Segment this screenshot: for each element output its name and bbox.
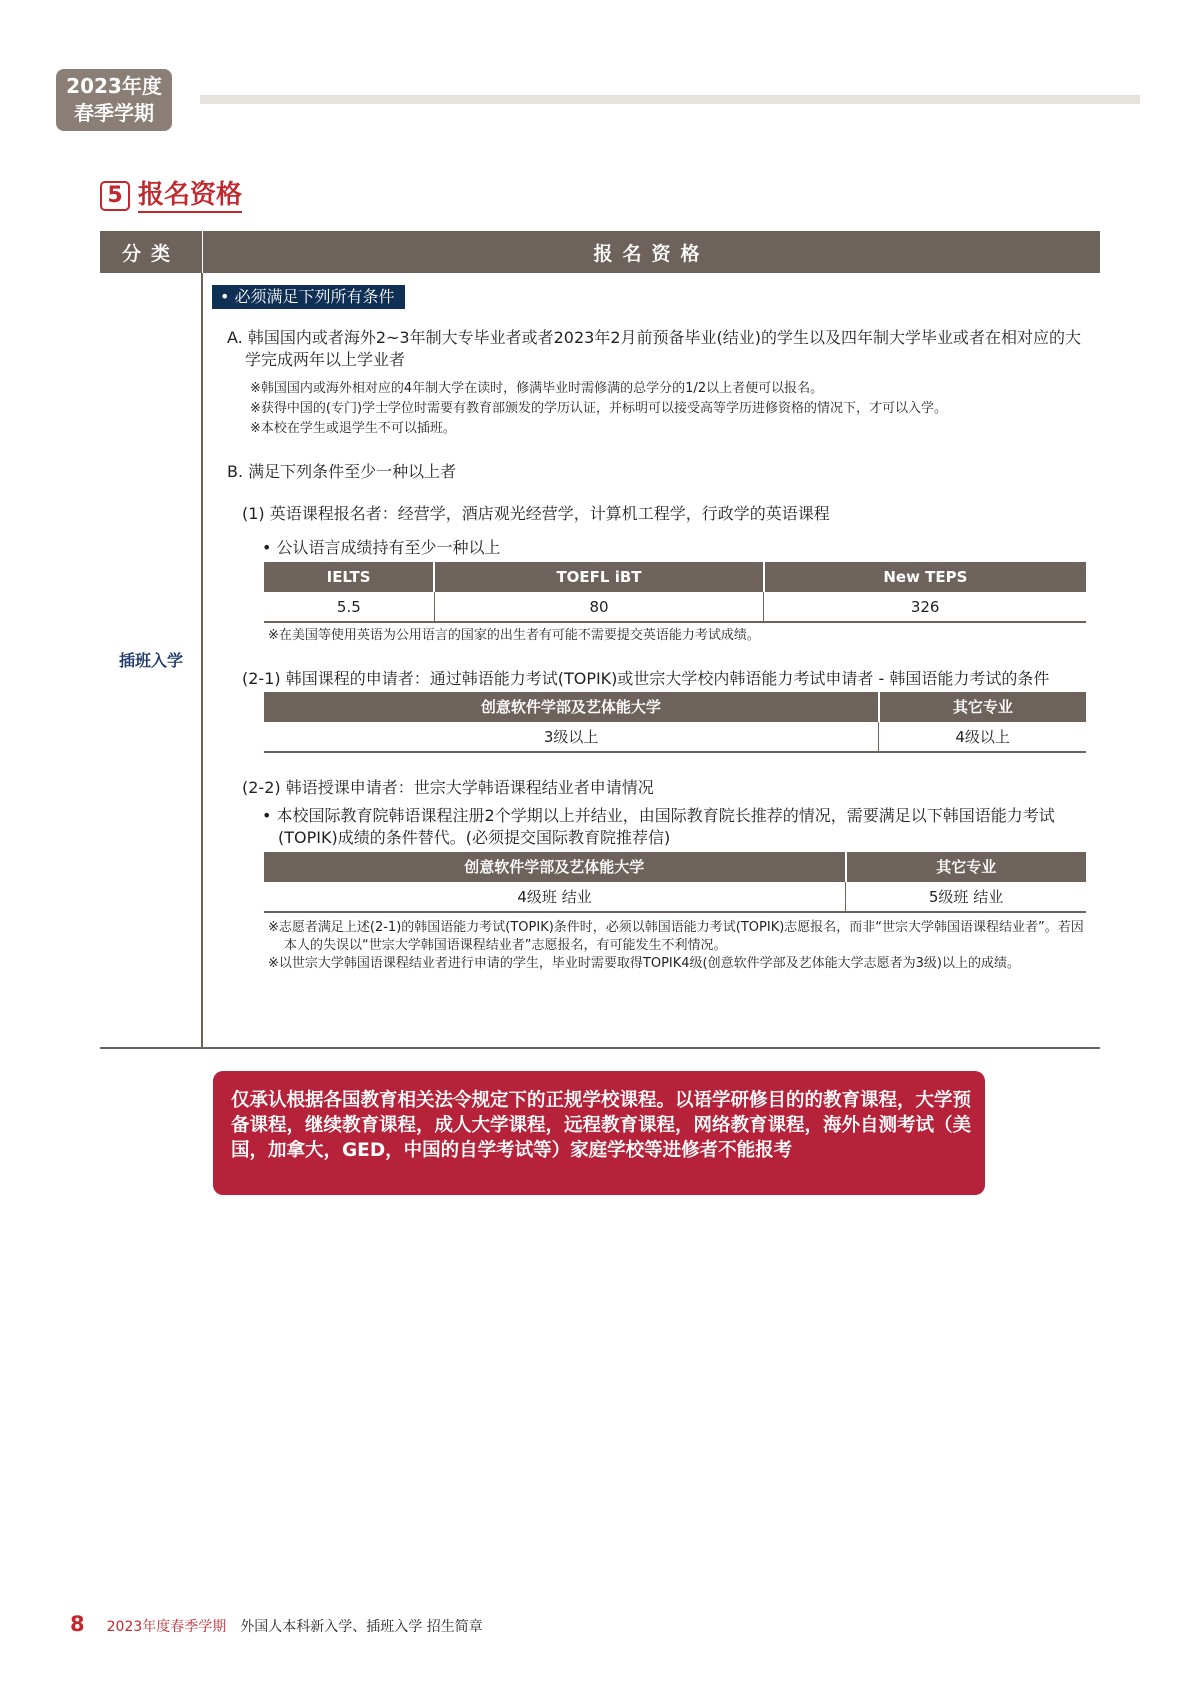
course-table <box>264 852 1086 913</box>
topik-value-creative: 3级以上 <box>264 722 879 752</box>
english-note: ※在美国等使用英语为公用语言的国家的出生者有可能不需要提交英语能力考试成绩。 <box>268 628 760 643</box>
ielts-header: IELTS <box>264 562 434 592</box>
section-title-text: 报名资格 <box>138 179 242 213</box>
page-footer <box>70 1612 483 1636</box>
course-header-creative: 创意软件学部及艺体能大学 <box>264 852 846 882</box>
english-track-title: (1) 英语课程报名者：经营学，酒店观光经营学，计算机工程学，行政学的英语课程 <box>242 504 830 523</box>
item-a: A. 韩国国内或者海外2~3年制大专毕业者或者2023年2月前预备毕业(结业)的学生以及四年制大学毕业或者在相对应的大学完成两年以上学业者 <box>227 328 1081 369</box>
item-b: B. 满足下列条件至少一种以上者 <box>227 462 457 481</box>
note-line: ※获得中国的(专门)学士学位时需要有教育部颁发的学历认证，并标明可以接受高等学历进修资格的情况下，才可以入学。 <box>250 401 948 416</box>
english-score-table <box>264 562 1086 623</box>
term-year: 2023年度 <box>66 74 162 98</box>
table-bottom-rule <box>100 1047 1100 1049</box>
footer-doc-title: 外国人本科新入学、插班入学 招生简章 <box>240 1619 483 1635</box>
term-season: 春季学期 <box>74 101 154 125</box>
topik-track <box>242 669 1096 689</box>
note-line: ※韩国国内或海外相对应的4年制大学在读时，修满毕业时需修满的总学分的1/2以上者便可以报名。 <box>250 381 824 396</box>
note-line: ※志愿者满足上述(2-1)的韩国语能力考试(TOPIK)条件时，必须以韩国语能力考试(TOPIK)志愿报名，而非“世宗大学韩国语课程结业者”。若因本人的失误以“世宗大学韩国语课程结业者”志愿报名，有可能发生不利情况。 <box>268 920 1084 953</box>
category-label: 插班入学 <box>118 651 183 670</box>
topik-header-creative: 创意软件学部及艺体能大学 <box>264 692 879 722</box>
section-title <box>100 179 242 213</box>
topik-header-other: 其它专业 <box>879 692 1086 722</box>
course-value-other: 5级班 结业 <box>846 882 1086 912</box>
header-rule <box>200 95 1140 104</box>
column-header-requirements: 报名资格 <box>203 231 1100 273</box>
toefl-value: 80 <box>434 592 764 622</box>
requirements-content <box>212 285 1096 973</box>
course-value-creative: 4级班 结业 <box>264 882 846 912</box>
must-meet-tag: • 必须满足下列所有条件 <box>212 285 405 309</box>
section-number: 5 <box>100 181 130 211</box>
topik-value-other: 4级以上 <box>879 722 1086 752</box>
course-header-other: 其它专业 <box>846 852 1086 882</box>
note-line: ※本校在学生或退学生不可以插班。 <box>250 421 456 436</box>
topik-table <box>264 692 1086 753</box>
toefl-header: TOEFL iBT <box>434 562 764 592</box>
term-badge <box>56 69 172 131</box>
teps-value: 326 <box>764 592 1086 622</box>
page-number: 8 <box>70 1612 85 1636</box>
teps-header: New TEPS <box>764 562 1086 592</box>
item-a-notes <box>250 379 1096 439</box>
ielts-value: 5.5 <box>264 592 434 622</box>
topik-track-title: (2-1) 韩国课程的申请者：通过韩语能力考试(TOPIK)或世宗大学校内韩语能力考试申请者 - 韩国语能力考试的条件 <box>242 669 1050 688</box>
course-track-title: (2-2) 韩语授课申请者：世宗大学韩语课程结业者申请情况 <box>242 778 654 797</box>
note-line: ※以世宗大学韩国语课程结业者进行申请的学生，毕业时需要取得TOPIK4级(创意软件学部及艺体能大学志愿者为3级)以上的成绩。 <box>268 956 1020 971</box>
footer-term: 2023年度春季学期 <box>106 1619 227 1635</box>
course-bullet: • 本校国际教育院韩语课程注册2个学期以上并结业，由国际教育院长推荐的情况，需要满足以下韩国语能力考试(TOPIK)成绩的条件替代。(必须提交国际教育院推荐信) <box>262 806 1055 847</box>
column-header-category: 分类 <box>100 231 202 273</box>
english-bullet: • 公认语言成绩持有至少一种以上 <box>262 538 501 557</box>
notice-box: 仅承认根据各国教育相关法令规定下的正规学校课程。以语学研修目的的教育课程，大学预备课程，继续教育课程，成人大学课程，远程教育课程，网络教育课程，海外自测考试（美国，加拿大，GED，中国的自学考试等）家庭学校等进修者不能报考 <box>213 1071 985 1195</box>
final-notes <box>268 919 1096 973</box>
